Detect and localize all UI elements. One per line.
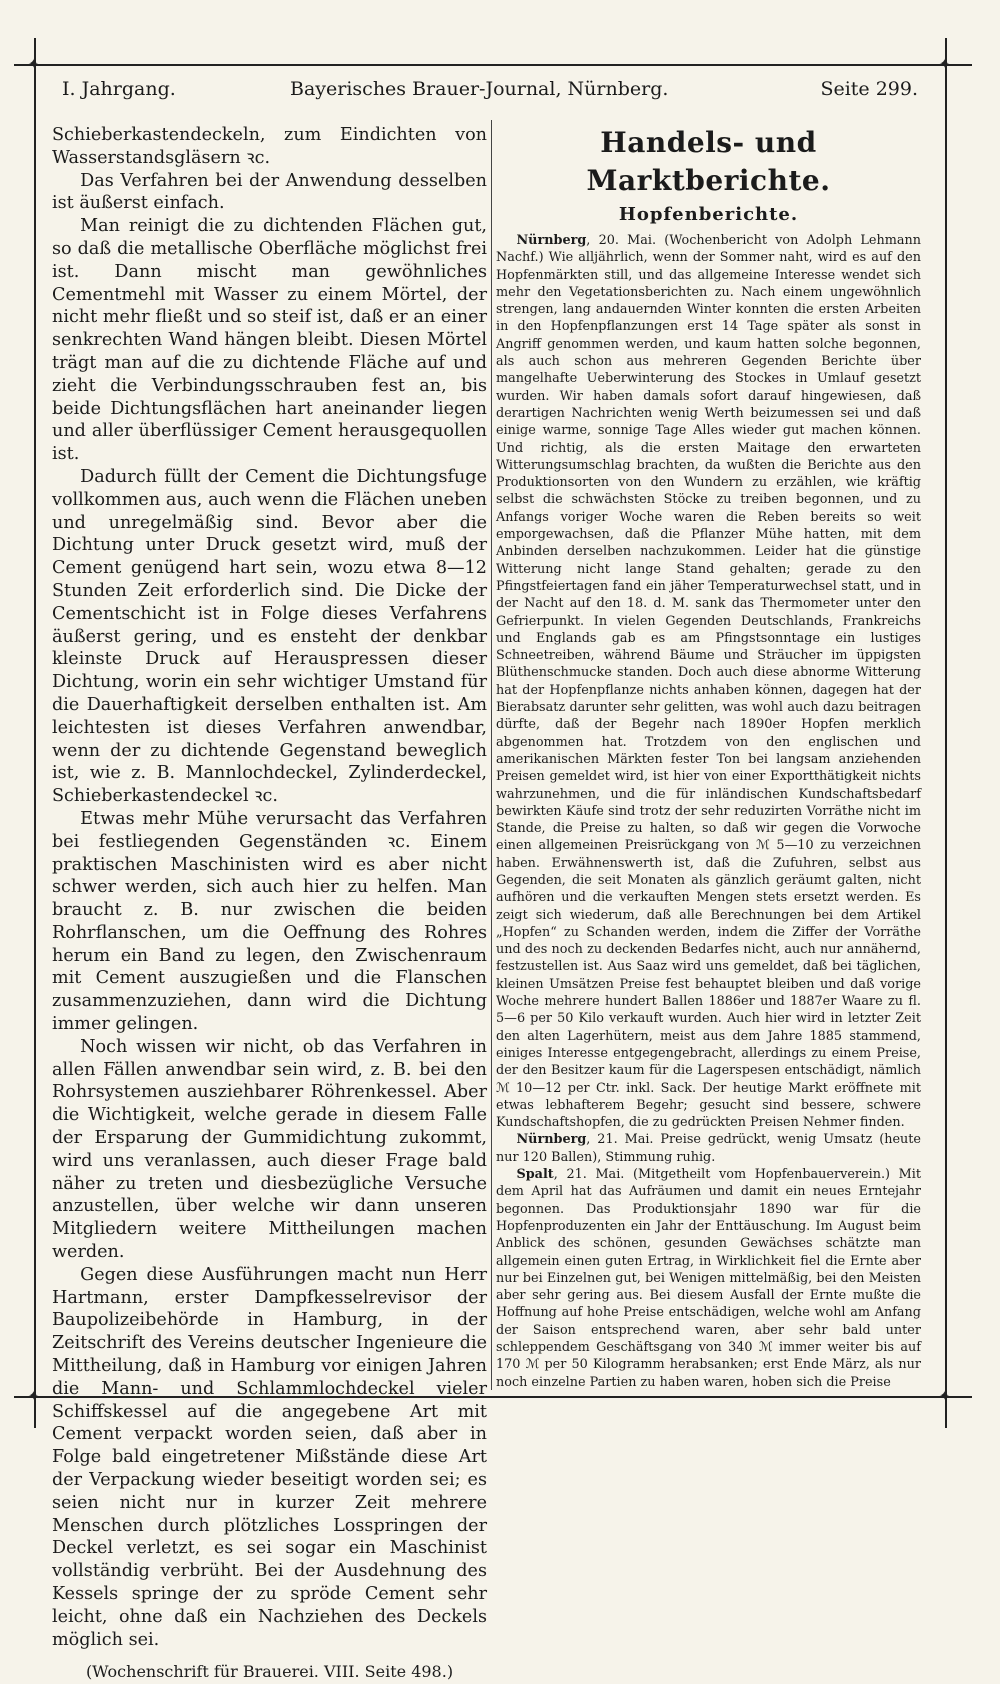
section-title: Handels- und Marktberichte.: [586, 126, 831, 197]
report-paragraph: [496, 1166, 921, 1391]
left-column: [52, 124, 487, 1682]
report-text: , 20. Mai. (Wochenbericht von Adolph Lehmann Nachf.) Wie alljährlich, wenn der Sommer naht, wird es auf den Hopfenmärkten still, und das allgemeine Interesse wendet sich mehr den Vegetationsberichten zu. Nach einem ungewöhnlich strengen, lang andauernden Winter konnten die ersten Arbeiten in den Hopfenpflanzungen erst 14 Tage später als sonst in Angriff genommen werden, und kaum hatten solche begonnen, als auch schon aus mehreren Gegenden Berichte über mangelhafte Ueberwinterung des Stockes in Umlauf gesetzt wurden. Wir haben damals sofort darauf hingewiesen, daß derartigen Nachrichten wenig Werth beizumessen sei und daß einige warme, sonnige Tage Alles wieder gut machen können. Und richtig, als die ersten Maitage den erwarteten Witterungsumschlag brachten, da wußten die Berichte aus den Produktionsorten von den Wundern zu erzählen, wie kräftig selbst die schwächsten Stöcke zu treiben begonnen, und zu Anfangs voriger Woche waren die Reben bereits so weit emporgewachsen, daß die Pflanzer Mühe hatten, mit dem Anbinden derselben nachzukommen. Leider hat die günstige Witterung nicht lange Stand gehalten; gerade zu den Pfingstfeiertagen fand ein jäher Temperaturwechsel statt, und in der Nacht auf den 18. d. M. sank das Thermometer unter den Gefrierpunkt. In vielen Gegenden Deutschlands, Frankreichs und Englands gab es am Pfingstsonntage ein lustiges Schneetreiben, während Bäume und Sträucher im üppigsten Blüthenschmucke standen. Doch auch diese abnorme Witterung hat der Hopfenpflanze nichts anhaben können, dagegen hat der Bierabsatz darunter sehr gelitten, was wohl auch dazu beitragen dürfte, daß der Begehr nach 1890er Hopfen merklich abgenommen hat. Trotzdem von den englischen und amerikanischen Märkten fester Ton bei langsam anziehenden Preisen gemeldet wird, ist hier von einer Exportthätigkeit nichts wahrzunehmen, und die für inländischen Kundschaftsbedarf bewirkten Käufe sind trotz der sehr reduzirten Vorräthe nicht im Stande, die Preise zu halten, so daß wir gegen die Vorwoche einen allgemeinen Preisrückgang von ℳ 5—10 zu verzeichnen haben. Erwähnenswerth ist, daß die Zufuhren, selbst aus Gegenden, die seit Monaten als gänzlich geräumt galten, nicht aufhören und die verkauften Mengen stets ersetzt werden. Es zeigt sich wiederum, daß alle Berechnungen bei dem Artikel „Hopfen“ zu Schanden werden, indem die Ziffer der Vorräthe und des noch zu deckenden Bedarfes nicht, auch nur annähernd, festzustellen ist. Aus Saaz wird uns gemeldet, daß bei täglichen, kleinen Umsätzen Preise fest behauptet bleiben und daß vorige Woche mehrere hundert Ballen 1886er und 1887er Waare zu fl. 5—6 per 50 Kilo verkauft wurden. Auch hier wird in letzter Zeit den alten Lagerhütern, meist aus dem Jahre 1885 stammend, einiges Interesse entgegengebracht, allerdings zu einem Preise, der den Besitzer kaum für die Lagerspesen entschädigt, nämlich ℳ 10—12 per Ctr. inkl. Sack. Der heutige Markt eröffnete mit etwas lebhafterem Begehr; gesucht sind bessere, schwere Kundschaftshopfen, die zu gedrückten Preisen Nehmer finden.: [496, 233, 921, 1131]
report-place: Nürnberg: [516, 1132, 587, 1148]
corner-ornament-icon: ✦: [939, 57, 950, 72]
corner-ornament-icon: ✦: [28, 1389, 39, 1404]
report-paragraph: [496, 232, 921, 1131]
paragraph: Etwas mehr Mühe verursacht das Verfahren bei festliegenden Gegenständen ꝛc. Einem praktischen Maschinisten wird es aber nicht schwer werden, sich auch hier zu helfen. Man braucht z. B. nur zwischen die beiden Rohrflanschen, um die Oeffnung des Rohres herum ein Band zu legen, den Zwischenraum mit Cement auszugießen und die Flanschen zusammenzuziehen, dann wird die Dichtung immer gelingen.: [52, 808, 487, 1035]
report-paragraph: [496, 1131, 921, 1166]
volume-label: I. Jahrgang.: [62, 78, 176, 100]
frame-top-rule: [14, 64, 972, 66]
report-place: Nürnberg: [516, 233, 587, 248]
frame-right-rule: [945, 38, 947, 1428]
report-place: Spalt: [516, 1167, 554, 1183]
column-divider: [491, 120, 492, 1390]
source-citation: (Wochenschrift für Brauerei. VIII. Seite 498.): [85, 1662, 454, 1682]
paragraph: Man reinigt die zu dichtenden Flächen gut, so daß die metallische Oberfläche möglichst frei ist. Dann mischt man gewöhnliches Cementmehl mit Wasser zu einem Mörtel, der nicht mehr fließt und so steif ist, daß er an einer senkrechten Wand hängen bleibt. Diesen Mörtel trägt man auf die zu dichtende Fläche auf und zieht die Verbindungsschrauben fest an, bis beide Dichtungsflächen hart aneinander liegen und aller überflüssiger Cement herausgequollen ist.: [52, 216, 487, 465]
subsection-title: Hopfenberichte.: [618, 204, 799, 225]
paragraph: Dadurch füllt der Cement die Dichtungsfuge vollkommen aus, auch wenn die Flächen uneben und unregelmäßig sind. Bevor aber die Dichtung unter Druck gesetzt wird, muß der Cement genügend hart sein, wozu etwa 8—12 Stunden Zeit erforderlich sind. Die Dicke der Cementschicht ist in Folge dieses Verfahrens äußerst gering, und es ensteht der denkbar kleinste Druck auf Herauspressen dieser Dichtung, worin ein sehr wichtiger Umstand für die Dauerhaftigkeit derselben enthalten ist. Am leichtesten ist dieses Verfahren anwendbar, wenn der zu dichtende Gegenstand beweglich ist, wie z. B. Mannlochdeckel, Zylinderdeckel, Schieberkastendeckel ꝛc.: [52, 466, 487, 807]
report-text: , 21. Mai. (Mitgetheilt vom Hopfenbauerverein.) Mit dem April hat das Aufräumen und damit ein neues Erntejahr begonnen. Das Produktionsjahr 1890 war für die Hopfenproduzenten ein Jahr der Enttäuschung. Im August beim Anblick des schönen, gesunden Gewächses schätzte man allgemein einen guten Ertrag, in Wirklichkeit fiel die Ernte aber nur bei Einzelnen gut, bei Wenigen mittelmäßig, bei den Meisten aber sehr gering aus. Bei diesem Ausfall der Ernte mußte die Hoffnung auf hohe Preise entschädigen, welche wohl am Anfang der Saison entsprechend waren, aber sehr bald unter schleppendem Geschäftsgang von 340 ℳ immer weiter bis auf 170 ℳ per 50 Kilogramm herabsanken; erst Ende März, als nur noch einzelne Partien zu haben waren, hoben sich die Preise: [496, 1167, 921, 1390]
paragraph: Das Verfahren bei der Anwendung desselben ist äußerst einfach.: [52, 170, 487, 214]
paragraph: Schieberkastendeckeln, zum Eindichten von Wasserstandsgläsern ꝛc.: [52, 125, 487, 168]
corner-ornament-icon: ✦: [939, 1389, 950, 1404]
journal-title: Bayerisches Brauer-Journal, Nürnberg.: [290, 78, 669, 100]
paragraph: Noch wissen wir nicht, ob das Verfahren in allen Fällen anwendbar sein wird, z. B. bei den Rohrsystemen ausziehbarer Röhrenkessel. Aber die Wichtigkeit, welche gerade in diesem Falle der Ersparung der Gummidichtung zukommt, wird uns veranlassen, auch dieser Frage bald näher zu treten und diesbezügliche Versuche anzustellen, über welche wir dann unseren Mitgliedern weitere Mittheilungen machen werden.: [52, 1036, 487, 1263]
paragraph: Gegen diese Ausführungen macht nun Herr Hartmann, erster Dampfkesselrevisor der Baupolizeibehörde in Hamburg, in der Zeitschrift des Vereins deutscher Ingenieure die Mittheilung, daß in Hamburg vor einigen Jahren die Mann- und Schlammlochdeckel vieler Schiffskessel auf die angegebene Art mit Cement verpackt worden seien, daß aber in Folge bald eingetretener Mißstände diese Art der Verpackung wieder beseitigt worden sei; es seien nicht nur in kurzer Zeit mehrere Menschen durch plötzliches Losspringen der Deckel verletzt, es sei sogar ein Maschinist vollständig verbrüht. Bei der Ausdehnung des Kessels springe der zu spröde Cement sehr leicht, ohne daß ein Nachziehen des Deckels möglich sei.: [52, 1264, 487, 1650]
right-column: [496, 124, 921, 1394]
frame-left-rule: [34, 38, 36, 1428]
report-text: , 21. Mai. Preise gedrückt, wenig Umsatz (heute nur 120 Ballen), Stimmung ruhig.: [496, 1132, 921, 1165]
page-number: Seite 299.: [820, 78, 918, 100]
corner-ornament-icon: ✦: [28, 57, 39, 72]
